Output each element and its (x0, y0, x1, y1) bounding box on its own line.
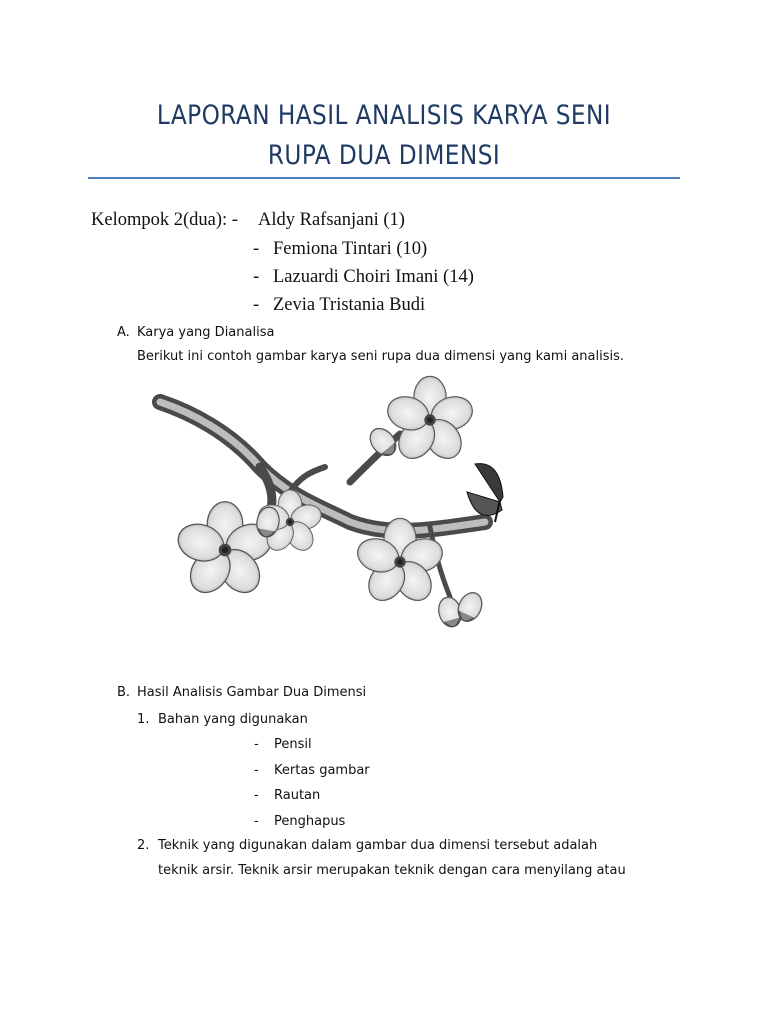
cherry-blossom-sketch-image (150, 372, 510, 662)
group-label: Kelompok 2(dua): - (91, 210, 238, 230)
member-2: Femiona Tintari (10) (273, 239, 428, 259)
item-2-marker: 2. (137, 838, 150, 853)
section-b-marker: B. (117, 685, 131, 700)
member-3: Lazuardi Choiri Imani (14) (273, 267, 474, 287)
item-1-marker: 1. (137, 712, 150, 727)
page-title (129, 96, 638, 176)
member-4: Zevia Tristania Budi (273, 295, 426, 315)
item-2-text-line-1: Teknik yang digunakan dalam gambar dua dimensi tersebut adalah (158, 838, 598, 853)
title-divider (88, 177, 680, 179)
member-dash: - (253, 267, 260, 287)
material-item: Penghapus (274, 814, 346, 829)
material-dash: - (254, 763, 259, 778)
material-dash: - (254, 737, 259, 752)
section-a-text: Berikut ini contoh gambar karya seni rupa dua dimensi yang kami analisis. (137, 349, 625, 364)
member-dash: - (253, 295, 260, 315)
section-b-heading: Hasil Analisis Gambar Dua Dimensi (137, 685, 367, 700)
material-item: Pensil (274, 737, 312, 752)
member-1: Aldy Rafsanjani (1) (258, 210, 405, 230)
material-dash: - (254, 814, 259, 829)
member-dash: - (253, 239, 260, 259)
material-item: Rautan (274, 788, 321, 803)
section-a-marker: A. (117, 325, 130, 340)
item-2-text-line-2: teknik arsir. Teknik arsir merupakan teknik dengan cara menyilang atau (158, 863, 626, 878)
title-line-2: RUPA DUA DIMENSI (267, 140, 501, 171)
section-a-heading: Karya yang Dianalisa (137, 325, 275, 340)
item-1-text: Bahan yang digunakan (158, 712, 308, 727)
material-dash: - (254, 788, 259, 803)
title-line-1: LAPORAN HASIL ANALISIS KARYA SENI (156, 100, 612, 131)
material-item: Kertas gambar (274, 763, 370, 778)
